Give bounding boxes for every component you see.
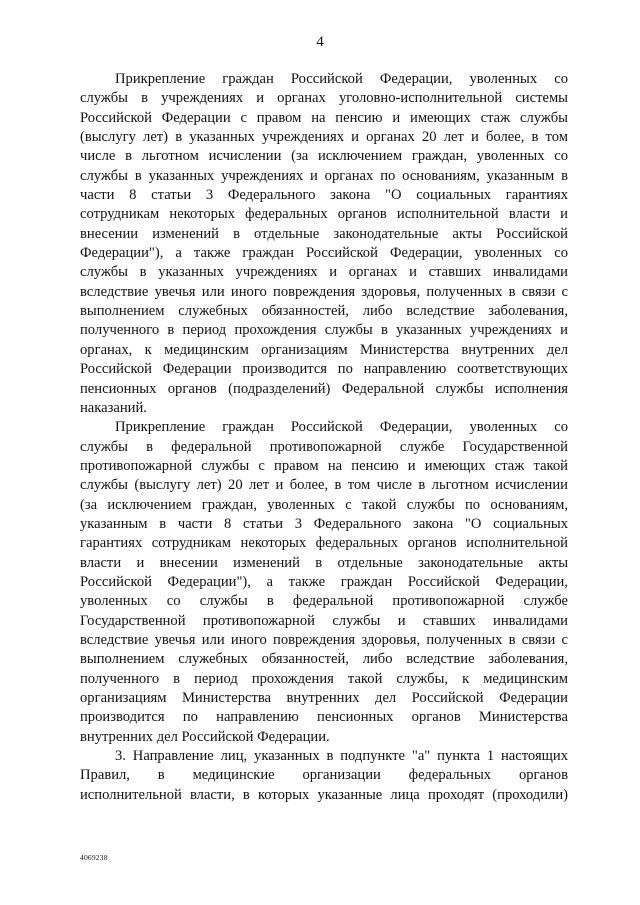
text-line: Российской Федерации"), а также граждан Российской Федерации,: [80, 573, 568, 590]
paragraph: [80, 747, 568, 805]
text-line: службы в указанных учреждениях и органах по основаниям, указанным в: [80, 167, 568, 184]
text-line: службы в федеральной противопожарной службе Государственной: [80, 438, 568, 455]
text-line: службы в учреждениях и органах уголовно-исполнительной системы: [80, 90, 568, 107]
text-line: наказаний.: [80, 399, 147, 416]
text-line: Правил, в медицинские организации федеральных органов: [80, 767, 568, 784]
document-code: 4069238: [80, 853, 108, 862]
text-line: Прикрепление граждан Российской Федерации, уволенных со: [115, 71, 568, 87]
text-line: внутренних дел Российской Федерации.: [80, 728, 330, 745]
text-line: сотрудникам некоторых федеральных органов исполнительной власти и: [80, 206, 568, 223]
paragraph: [80, 70, 568, 418]
text-line: полученного в период прохождения службы в указанных учреждениях и: [80, 322, 568, 339]
text-line: службы в указанных учреждениях и органах и ставших инвалидами: [80, 264, 568, 281]
text-line: вследствие увечья или иного повреждения здоровья, полученных в связи с: [80, 283, 568, 300]
document-body: [80, 70, 568, 805]
text-line: организациям Министерства внутренних дел Российской Федерации: [80, 690, 568, 706]
text-line: (выслугу лет) в указанных учреждениях и органах 20 лет и более, в том: [80, 129, 568, 146]
text-line: противопожарной службы с правом на пенсию и имеющих стаж такой: [80, 457, 568, 474]
text-line: полученного в период прохождения такой службы, к медицинским: [80, 670, 568, 687]
page-number: 4: [316, 34, 324, 50]
text-line: службы (выслугу лет) 20 лет и более, в том числе в льготном исчислении: [80, 477, 568, 494]
text-line: Прикрепление граждан Российской Федерации, уволенных со: [115, 419, 568, 436]
text-line: органах, к медицинским организациям Министерства внутренних дел: [80, 341, 568, 358]
text-line: производится по направлению пенсионных органов Министерства: [80, 709, 568, 726]
text-line: власти и внесении изменений в отдельные законодательные акты: [80, 554, 568, 571]
text-line: Российской Федерации производится по направлению соответствующих: [80, 361, 568, 378]
text-line: (за исключением граждан, уволенных с такой службы по основаниям,: [80, 496, 568, 513]
text-line: Российской Федерации с правом на пенсию и имеющих стаж службы: [80, 109, 568, 126]
text-line: числе в льготном исчислении (за исключением граждан, уволенных со: [80, 148, 568, 165]
text-line: части 8 статьи 3 Федерального закона "О социальных гарантиях: [80, 187, 568, 204]
text-line: Федерации"), а также граждан Российской Федерации, уволенных со: [80, 245, 568, 262]
text-line: гарантиях сотрудникам некоторых федеральных органов исполнительной: [80, 535, 568, 552]
text-line: уволенных со службы в федеральной противопожарной службе: [80, 593, 568, 610]
text-line: внесении изменений в отдельные законодательные акты Российской: [80, 225, 568, 242]
text-line: Государственной противопожарной службы и ставших инвалидами: [80, 612, 568, 629]
text-line: выполнением служебных обязанностей, либо вследствие заболевания,: [80, 303, 568, 320]
paragraph: [80, 418, 568, 747]
text-line: указанным в части 8 статьи 3 Федерального закона "О социальных: [80, 515, 568, 532]
text-line: вследствие увечья или иного повреждения здоровья, полученных в связи с: [80, 631, 568, 648]
text-line: выполнением служебных обязанностей, либо вследствие заболевания,: [80, 651, 568, 668]
text-line: исполнительной власти, в которых указанные лица проходят (проходили): [80, 786, 568, 803]
text-line: пенсионных органов (подразделений) Федеральной службы исполнения: [80, 380, 568, 397]
text-line: 3. Направление лиц, указанных в подпункте "а" пункта 1 настоящих: [115, 748, 568, 765]
